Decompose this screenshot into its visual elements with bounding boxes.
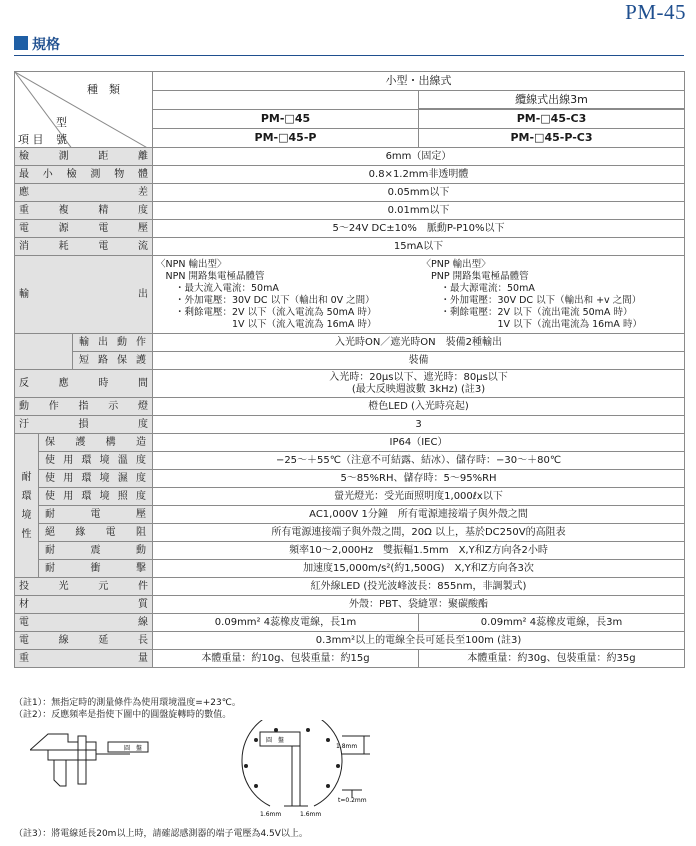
value-short-protect: 裝備 [153, 352, 685, 370]
disk-label-left: 圓 盤 [124, 745, 143, 752]
row-label-output: 輸出 [15, 256, 153, 334]
row-label-response-time: 反應時間 [15, 370, 153, 398]
value-output-pnp: 〈PNP 輸出型〉 PNP 開路集電極晶體管 ・最大源電流：50mA ・外加電壓：30V DC 以下（輸出和 +v 之間） ・剩餘電壓：2V 以下（流出電流 50mA 時） 1V 以下（流出電流為 16mA 時） [419, 256, 685, 334]
row-label-insulation: 絕緣電阻 [39, 524, 153, 542]
row-label-supply-voltage: 電源電壓 [15, 220, 153, 238]
value-illuminance: 螢光燈光：受光面照明度1,000ℓx以下 [153, 488, 685, 506]
corner-kind-label: 種 類 [87, 83, 120, 96]
value-vibration: 頻率10～2,000Hz 雙振輻1.5mm X,Y和Z方向各2小時 [153, 542, 685, 560]
row-label-withstand: 耐電壓 [39, 506, 153, 524]
row-label-pollution: 汙損度 [15, 416, 153, 434]
corner-type-label: 型 [56, 116, 67, 129]
value-cable-long: 0.09mm² 4蕊橡皮電線，長3m [419, 614, 685, 632]
model-number: PM-45 [625, 0, 686, 24]
row-label-humidity: 使用環境濕度 [39, 470, 153, 488]
row-label-hysteresis: 應差 [15, 184, 153, 202]
value-min-object: 0.8×1.2mm非透明體 [153, 166, 685, 184]
dim-1-6mm-left: 1.6mm [260, 811, 282, 818]
value-supply-voltage: 5～24V DC±10% 脈動P-P10%以下 [153, 220, 685, 238]
row-label-detect-distance: 檢測距離 [15, 148, 153, 166]
row-label-emitter: 投光元件 [15, 578, 153, 596]
value-temperature: −25～＋55℃（注意不可結露、結冰）、儲存時：−30～＋80℃ [153, 452, 685, 470]
row-label-weight: 重量 [15, 650, 153, 668]
value-emitter: 紅外線LED (投光波峰波長：855nm，非調製式) [153, 578, 685, 596]
value-hysteresis: 0.05mm以下 [153, 184, 685, 202]
row-label-cable: 電線 [15, 614, 153, 632]
pnp-model-standard: PM-□45-P [153, 129, 419, 148]
dim-1-8mm: 1.8mm [336, 743, 358, 750]
npn-model-cable: PM-□45-C3 [419, 110, 685, 129]
section-header [14, 33, 684, 56]
row-label-protection: 保護構造 [39, 434, 153, 452]
col-group-header: 小型・出線式 [153, 72, 685, 91]
value-pollution: 3 [153, 416, 685, 434]
note-3: （註3）：將電線延長20m以上時，請確認感測器的端子電壓為4.5V以上。 [14, 829, 308, 839]
row-label-env [15, 434, 39, 578]
value-output-action: 入光時ON／遮光時ON 裝備2種輸出 [153, 334, 685, 352]
value-response-time [153, 370, 685, 398]
row-label-indicator: 動作指示燈 [15, 398, 153, 416]
value-protection: IP64（IEC） [153, 434, 685, 452]
env-label-text: 耐環境性 [21, 471, 32, 540]
note-1: （註1）：無指定時的測量條件為使用環境溫度=+23℃。 [14, 698, 241, 708]
disk-sketch [242, 720, 370, 806]
output-sub-spacer [15, 334, 73, 370]
row-label-output-action: 輸出動作 [73, 334, 153, 352]
value-current: 15mA以下 [153, 238, 685, 256]
table-corner-header [15, 72, 153, 148]
spec-table [14, 71, 685, 668]
value-shock: 加速度15,000m/s²(約1,500G) X,Y和Z方向各3次 [153, 560, 685, 578]
dim-1-6mm-right: 1.6mm [300, 811, 322, 818]
dim-thickness: t=0.2mm [338, 797, 367, 804]
value-detect-distance: 6mm（固定） [153, 148, 685, 166]
col-cable-header: 纜線式出線3m [419, 91, 685, 109]
value-output-npn: 〈NPN 輸出型〉 NPN 開路集電極晶體管 ・最大流入電流：50mA ・外加電壓：30V DC 以下（輸出和 0V 之間） ・剩餘電壓：2V 以下（流入電流為 50mA 時） 1V 以下（流入電流為 16mA 時） [153, 256, 419, 334]
corner-item-label: 項 目 [18, 133, 44, 146]
value-insulation: 所有電源連接端子與外殼之間，20Ω 以上，基於DC250V的高阻表 [153, 524, 685, 542]
row-label-vibration: 耐震動 [39, 542, 153, 560]
value-cable-ext: 0.3mm²以上的電線全長可延長至100m (註3) [153, 632, 685, 650]
value-indicator: 橙色LED (入光時亮起) [153, 398, 685, 416]
response-frequency-drawing [30, 720, 390, 824]
row-label-cable-ext: 電線延長 [15, 632, 153, 650]
value-weight-long: 本體重量：約30g、包裝重量：約35g [419, 650, 685, 668]
npn-model-standard: PM-□45 [153, 110, 419, 129]
section-title: 規格 [32, 37, 60, 53]
disk-diagram [30, 720, 390, 820]
response-time-line1: 入光時：20μs以下、遮光時：80μs以下 [329, 371, 508, 383]
row-label-short-protect: 短路保護 [73, 352, 153, 370]
value-weight-standard: 本體重量：約10g、包裝重量：約15g [153, 650, 419, 668]
value-humidity: 5～85%RH、儲存時：5～95%RH [153, 470, 685, 488]
value-material: 外殼：PBT、袋縫罩：聚碳酸酯 [153, 596, 685, 614]
sensor-sketch [30, 734, 148, 786]
pnp-model-cable: PM-□45-P-C3 [419, 129, 685, 148]
response-time-line2: (最大反映週波數 3kHz) (註3) [351, 383, 486, 395]
disk-label-right: 圓 盤 [266, 737, 285, 744]
row-label-illuminance: 使用環境照度 [39, 488, 153, 506]
row-label-material: 材質 [15, 596, 153, 614]
value-repeatability: 0.01mm以下 [153, 202, 685, 220]
row-label-min-object: 最小檢測物體 [15, 166, 153, 184]
row-label-repeatability: 重複精度 [15, 202, 153, 220]
section-square-icon [14, 36, 28, 50]
row-label-shock: 耐衝擊 [39, 560, 153, 578]
corner-number-label: 號 [56, 133, 67, 146]
note-2: （註2）：反應頻率是指使下圖中的圓盤旋轉時的數值。 [14, 710, 232, 720]
row-label-temperature: 使用環境溫度 [39, 452, 153, 470]
value-cable-standard: 0.09mm² 4蕊橡皮電線，長1m [153, 614, 419, 632]
row-label-current: 消耗電流 [15, 238, 153, 256]
value-withstand: AC1,000V 1分鐘 所有電源連接端子與外殼之間 [153, 506, 685, 524]
